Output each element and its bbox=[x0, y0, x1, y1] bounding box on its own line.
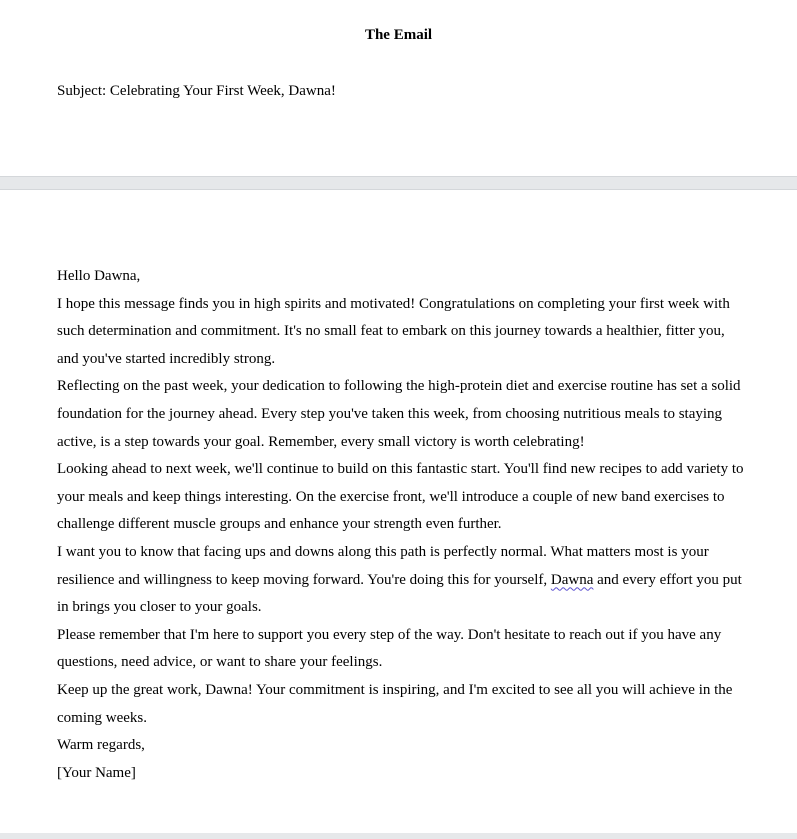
email-subject-line[interactable]: Subject: Celebrating Your First Week, Dawna! bbox=[57, 83, 336, 99]
paragraph-resilience[interactable] bbox=[57, 539, 747, 622]
spellcheck-flagged-word[interactable]: Dawna bbox=[550, 571, 594, 588]
paragraph-encouragement[interactable]: Keep up the great work, Dawna! Your commitment is inspiring, and I'm excited to see all you will achieve in the coming weeks. bbox=[57, 681, 733, 726]
paragraph-resilience-start: I want you to know that facing ups and downs along this path is perfectly normal. What matters most is your resilience and willingness to keep moving forward. You're doing this for yourself, bbox=[57, 543, 709, 588]
page-1 bbox=[0, 0, 797, 176]
closing-line[interactable]: Warm regards, bbox=[57, 737, 145, 754]
signature-placeholder[interactable]: [Your Name] bbox=[57, 764, 136, 781]
email-body[interactable] bbox=[57, 263, 747, 787]
page-break-separator bbox=[0, 176, 797, 190]
paragraph-support[interactable]: Please remember that I'm here to support you every step of the way. Don't hesitate to reach out if you have any questions, need advice, or want to share your feelings. bbox=[57, 626, 722, 671]
document-title: The Email bbox=[364, 27, 433, 43]
paragraph-intro[interactable]: I hope this message finds you in high spirits and motivated! Congratulations on completing your first week with such determination and commitment. It's no small feat to embark on this journey towards a healthier, fitter you, and you've started incredibly strong. bbox=[57, 295, 730, 367]
page-bottom-edge bbox=[0, 833, 797, 839]
paragraph-reflection[interactable]: Reflecting on the past week, your dedication to following the high-protein diet and exercise routine has set a solid foundation for the journey ahead. Every step you've taken this week, from choosing nutritious meals to staying active, is a step towards your goal. Remember, every small victory is worth celebrating! bbox=[57, 378, 741, 450]
paragraph-resilience-end: and every effort you put in brings you closer to your goals. bbox=[57, 571, 742, 616]
paragraph-next-week[interactable]: Looking ahead to next week, we'll continue to build on this fantastic start. You'll find new recipes to add variety to your meals and keep things interesting. On the exercise front, we'll introduce a couple of new band exercises to challenge different muscle groups and enhance your strength even further. bbox=[57, 461, 744, 533]
greeting-line[interactable]: Hello Dawna, bbox=[57, 268, 141, 284]
